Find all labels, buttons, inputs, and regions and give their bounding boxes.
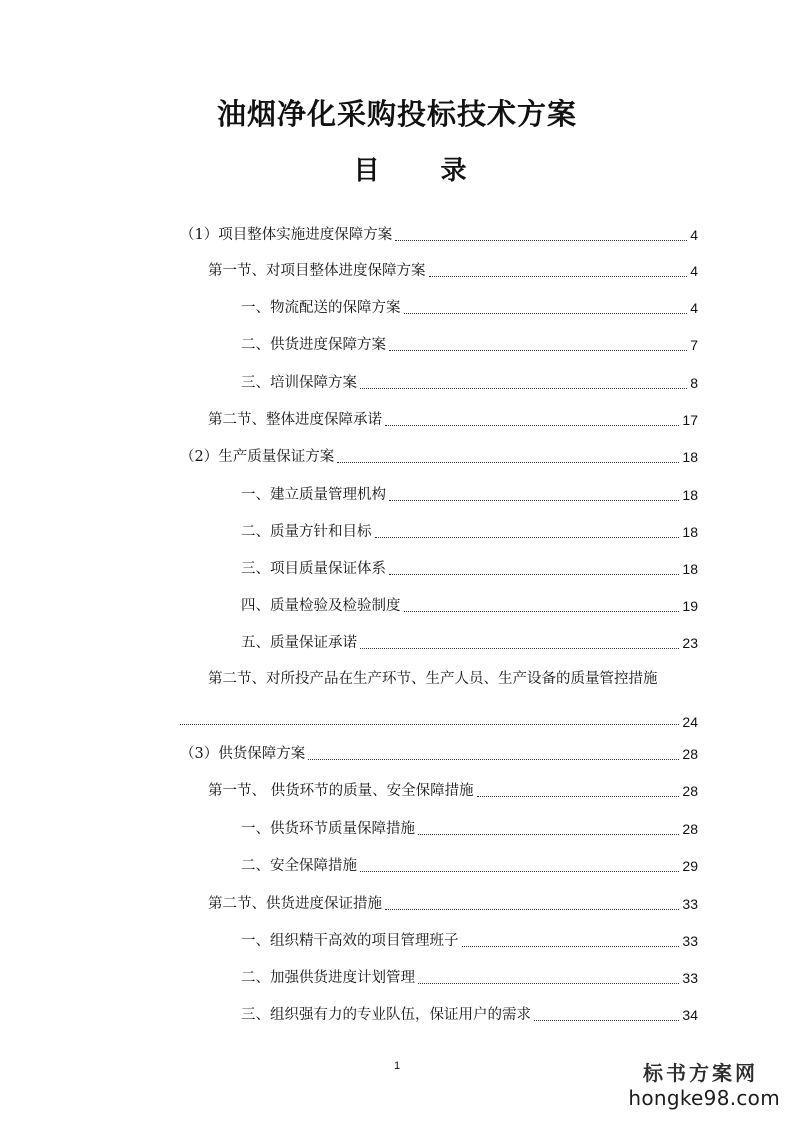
toc-leader-dots bbox=[389, 500, 679, 501]
toc-entry[interactable] bbox=[241, 965, 698, 989]
toc-entry-label: 二、供货进度保障方案 bbox=[241, 337, 386, 353]
toc-entry-page: 17 bbox=[682, 412, 698, 428]
toc-leader-dots bbox=[534, 1020, 679, 1021]
toc-entry-page: 28 bbox=[682, 821, 698, 837]
toc-leader-dots bbox=[395, 240, 687, 241]
toc-entry[interactable] bbox=[180, 444, 698, 468]
toc-heading: 目 录 bbox=[353, 156, 493, 186]
toc-entry-label: 第二节、整体进度保障承诺 bbox=[208, 412, 382, 428]
toc-entry[interactable] bbox=[180, 222, 698, 246]
toc-entry-page: 23 bbox=[682, 635, 698, 651]
toc-leader-dots bbox=[404, 313, 688, 314]
toc-entry[interactable] bbox=[241, 630, 698, 654]
toc-entry-page: 29 bbox=[682, 858, 698, 874]
toc-entry-label: （1）项目整体实施进度保障方案 bbox=[180, 227, 393, 243]
toc-entry-label: 一、物流配送的保障方案 bbox=[241, 300, 401, 316]
toc-entry[interactable] bbox=[241, 853, 698, 877]
toc-entry-page: 4 bbox=[690, 227, 698, 243]
toc-entry-label: 二、质量方针和目标 bbox=[241, 524, 372, 540]
toc-entry-page: 19 bbox=[682, 598, 698, 614]
toc-leader-dots bbox=[375, 537, 680, 538]
toc-entry-label: （3）供货保障方案 bbox=[180, 746, 306, 762]
toc-entry-page: 18 bbox=[682, 524, 698, 540]
toc-entry-page: 28 bbox=[682, 783, 698, 799]
site-watermark bbox=[628, 1057, 780, 1110]
toc-entry-label: 四、质量检验及检验制度 bbox=[241, 598, 401, 614]
toc-leader-dots bbox=[404, 611, 680, 612]
toc-entry[interactable] bbox=[208, 778, 698, 802]
toc-entry-label: 三、项目质量保证体系 bbox=[241, 561, 386, 577]
toc-leader-dots bbox=[308, 759, 679, 760]
toc-leader-dots bbox=[360, 388, 687, 389]
toc-leader-dots bbox=[462, 946, 680, 947]
page-number: 1 bbox=[393, 1060, 401, 1072]
toc-entry-label: 三、培训保障方案 bbox=[241, 375, 357, 391]
toc-entry-label: 第一节、对项目整体进度保障方案 bbox=[208, 263, 426, 279]
toc-entry-label: 第二节、供货进度保证措施 bbox=[208, 896, 382, 912]
toc-entry[interactable] bbox=[241, 370, 698, 394]
toc-entry[interactable] bbox=[241, 928, 698, 952]
toc-leader-dots bbox=[385, 909, 679, 910]
toc-entry[interactable] bbox=[241, 519, 698, 543]
toc-entry-page: 8 bbox=[690, 375, 698, 391]
toc-leader-dots bbox=[360, 648, 679, 649]
toc-entry-label: 三、组织强有力的专业队伍，保证用户的需求 bbox=[241, 1007, 531, 1023]
toc-entry-label: 一、组织精干高效的项目管理班子 bbox=[241, 933, 459, 949]
toc-leader-dots bbox=[389, 350, 687, 351]
document-title: 油烟净化采购投标技术方案 bbox=[216, 97, 577, 131]
toc-entry-label: 一、建立质量管理机构 bbox=[241, 487, 386, 503]
toc-entry-page: 33 bbox=[682, 933, 698, 949]
toc-leader-dots bbox=[389, 574, 679, 575]
toc-entry[interactable] bbox=[208, 891, 698, 915]
toc-entry-page: 4 bbox=[690, 263, 698, 279]
toc-entry-page: 28 bbox=[682, 746, 698, 762]
toc-entry[interactable] bbox=[241, 593, 698, 617]
toc-entry[interactable] bbox=[180, 741, 698, 765]
toc-entry-page: 33 bbox=[682, 970, 698, 986]
toc-leader-dots bbox=[418, 983, 679, 984]
toc-entry[interactable] bbox=[241, 1002, 698, 1026]
toc-entry-page: 4 bbox=[690, 300, 698, 316]
toc-entry[interactable] bbox=[241, 816, 698, 840]
toc-entry-page: 33 bbox=[682, 896, 698, 912]
toc-entry[interactable] bbox=[241, 332, 698, 356]
toc-leader-dots bbox=[337, 462, 679, 463]
toc-entry-page: 18 bbox=[682, 561, 698, 577]
watermark-name: 标书方案网 bbox=[643, 1061, 758, 1085]
toc-leader-dots bbox=[477, 796, 680, 797]
toc-entry-page: 24 bbox=[682, 714, 698, 730]
toc-entry[interactable] bbox=[241, 295, 698, 319]
toc-leader-dots bbox=[418, 834, 679, 835]
toc-entry[interactable] bbox=[241, 482, 698, 506]
toc-entry-label: 二、安全保障措施 bbox=[241, 858, 357, 874]
toc-entry[interactable] bbox=[208, 407, 698, 431]
toc-entry-label: 第二节、对所投产品在生产环节、生产人员、生产设备的质量管控措施 bbox=[208, 671, 658, 687]
toc-leader-dots bbox=[385, 425, 679, 426]
toc-entry-page: 18 bbox=[682, 449, 698, 465]
toc-entry[interactable] bbox=[241, 556, 698, 580]
toc-leader-dots bbox=[429, 276, 688, 277]
toc-entry-page: 34 bbox=[682, 1007, 698, 1023]
toc-entry-page: 18 bbox=[682, 487, 698, 503]
toc-entry-page: 7 bbox=[690, 337, 698, 353]
watermark-url: hongke98.com bbox=[628, 1086, 780, 1110]
toc-entry-label: （2）生产质量保证方案 bbox=[180, 449, 335, 465]
toc-leader-dots bbox=[180, 724, 679, 725]
toc-leader-dots bbox=[360, 871, 679, 872]
toc-entry[interactable] bbox=[180, 668, 698, 730]
toc-entry[interactable] bbox=[208, 258, 698, 282]
toc-entry-label: 五、质量保证承诺 bbox=[241, 635, 357, 651]
toc-entry-label: 一、供货环节质量保障措施 bbox=[241, 821, 415, 837]
toc-entry-label: 二、加强供货进度计划管理 bbox=[241, 970, 415, 986]
toc-entry-label: 第一节、 供货环节的质量、安全保障措施 bbox=[208, 783, 474, 799]
